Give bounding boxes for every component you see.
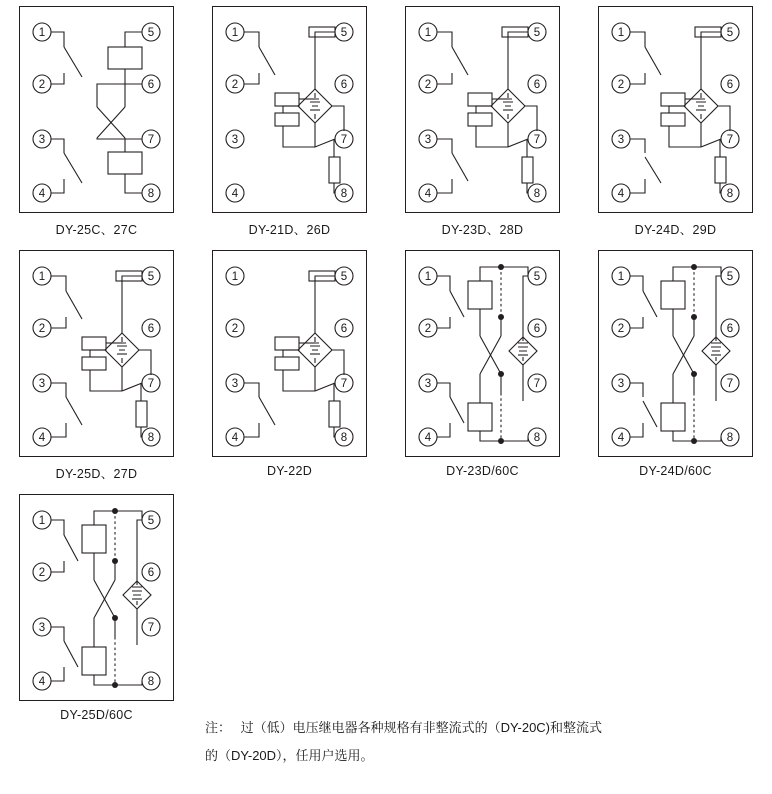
svg-text:3: 3	[424, 378, 432, 390]
svg-text:4: 4	[231, 432, 239, 444]
svg-text:7: 7	[147, 134, 155, 146]
diagram-caption: DY-22D	[266, 464, 313, 478]
svg-text:3: 3	[617, 378, 625, 390]
diagram-cell-dy-24d-60c	[579, 250, 772, 490]
svg-text:5: 5	[147, 271, 155, 283]
svg-text:6: 6	[533, 79, 541, 91]
footnote	[205, 714, 745, 770]
svg-text:4: 4	[424, 188, 432, 200]
diagram-caption: DY-25C、27C	[55, 223, 138, 237]
svg-text:2: 2	[38, 567, 46, 579]
svg-text:6: 6	[533, 323, 541, 335]
diagram-dy-21d-26d	[212, 6, 367, 213]
svg-text:8: 8	[340, 432, 348, 444]
svg-text:2: 2	[231, 323, 239, 335]
svg-text:6: 6	[340, 323, 348, 335]
svg-text:3: 3	[38, 134, 46, 146]
svg-text:7: 7	[340, 378, 348, 390]
svg-text:2: 2	[617, 79, 625, 91]
diagram-cell-dy-21d-26d	[193, 6, 386, 250]
diagram-caption: DY-21D、26D	[248, 223, 331, 237]
svg-text:1: 1	[38, 515, 46, 527]
diagram-cell-dy-25d-27d	[0, 250, 193, 494]
footnote-line-1	[205, 714, 745, 742]
svg-text:2: 2	[424, 79, 432, 91]
svg-text:5: 5	[726, 271, 734, 283]
svg-text:5: 5	[147, 27, 155, 39]
svg-text:6: 6	[340, 79, 348, 91]
diagram-caption: DY-25D、27D	[55, 467, 138, 481]
svg-text:7: 7	[533, 378, 541, 390]
svg-text:7: 7	[147, 378, 155, 390]
diagram-cell-dy-24d-29d	[579, 6, 772, 250]
diagram-cell-dy-23d-28d	[386, 6, 579, 250]
footnote-line-2	[205, 742, 745, 770]
svg-text:4: 4	[424, 432, 432, 444]
svg-text:8: 8	[147, 188, 155, 200]
footnote-label: 注：	[205, 720, 232, 735]
diagram-caption: DY-23D、28D	[441, 223, 524, 237]
svg-text:8: 8	[533, 432, 541, 444]
diagram-dy-22d	[212, 250, 367, 457]
svg-text:5: 5	[726, 27, 734, 39]
diagram-cell-dy-22d	[193, 250, 386, 490]
svg-text:1: 1	[231, 27, 239, 39]
diagram-row-3	[0, 494, 772, 734]
svg-text:6: 6	[147, 323, 155, 335]
svg-text:4: 4	[38, 432, 46, 444]
diagram-caption: DY-23D/60C	[446, 464, 519, 478]
svg-text:2: 2	[231, 79, 239, 91]
svg-text:2: 2	[617, 323, 625, 335]
svg-text:1: 1	[38, 27, 46, 39]
svg-text:1: 1	[424, 27, 432, 39]
svg-text:8: 8	[533, 188, 541, 200]
svg-text:2: 2	[424, 323, 432, 335]
diagram-row-2	[0, 250, 772, 494]
diagram-dy-24d-29d	[598, 6, 753, 213]
diagram-cell-dy-25d-60c	[0, 494, 193, 734]
svg-text:4: 4	[38, 188, 46, 200]
diagram-dy-23d-28d	[405, 6, 560, 213]
svg-text:5: 5	[340, 271, 348, 283]
diagram-dy-25d-27d	[19, 250, 174, 457]
svg-text:6: 6	[726, 79, 734, 91]
footnote-text-1: 过（低）电压继电器各种规格有非整流式的（DY-20C)和整流式	[240, 720, 603, 735]
diagram-dy-25d-60c	[19, 494, 174, 701]
svg-text:8: 8	[340, 188, 348, 200]
svg-text:3: 3	[617, 134, 625, 146]
svg-text:4: 4	[38, 676, 46, 688]
svg-text:4: 4	[617, 188, 625, 200]
diagram-row-1	[0, 6, 772, 250]
svg-text:3: 3	[231, 134, 239, 146]
svg-text:8: 8	[147, 432, 155, 444]
svg-text:2: 2	[38, 79, 46, 91]
svg-text:7: 7	[147, 622, 155, 634]
diagram-dy-24d-60c	[598, 250, 753, 457]
svg-text:5: 5	[340, 27, 348, 39]
svg-text:6: 6	[147, 567, 155, 579]
svg-text:5: 5	[533, 271, 541, 283]
svg-text:7: 7	[726, 134, 734, 146]
diagram-cell-dy-25c-27c	[0, 6, 193, 250]
diagram-caption: DY-24D、29D	[634, 223, 717, 237]
svg-text:5: 5	[147, 515, 155, 527]
svg-text:4: 4	[231, 188, 239, 200]
svg-text:4: 4	[617, 432, 625, 444]
svg-text:1: 1	[617, 27, 625, 39]
svg-text:7: 7	[533, 134, 541, 146]
svg-text:3: 3	[231, 378, 239, 390]
diagram-cell-dy-23d-60c	[386, 250, 579, 490]
svg-text:2: 2	[38, 323, 46, 335]
footnote-text-2: 的（DY-20D），任用户选用。	[205, 748, 374, 763]
svg-text:1: 1	[38, 271, 46, 283]
diagram-caption: DY-25D/60C	[60, 708, 133, 722]
svg-text:1: 1	[424, 271, 432, 283]
svg-text:8: 8	[726, 432, 734, 444]
svg-text:6: 6	[147, 79, 155, 91]
svg-text:1: 1	[231, 271, 239, 283]
svg-text:3: 3	[38, 622, 46, 634]
svg-text:5: 5	[533, 27, 541, 39]
diagram-caption: DY-24D/60C	[639, 464, 712, 478]
svg-text:3: 3	[424, 134, 432, 146]
svg-text:3: 3	[38, 378, 46, 390]
svg-text:6: 6	[726, 323, 734, 335]
diagram-dy-23d-60c	[405, 250, 560, 457]
svg-text:7: 7	[726, 378, 734, 390]
diagram-dy-25c-27c	[19, 6, 174, 213]
svg-text:1: 1	[617, 271, 625, 283]
svg-text:8: 8	[147, 676, 155, 688]
svg-text:7: 7	[340, 134, 348, 146]
svg-text:8: 8	[726, 188, 734, 200]
